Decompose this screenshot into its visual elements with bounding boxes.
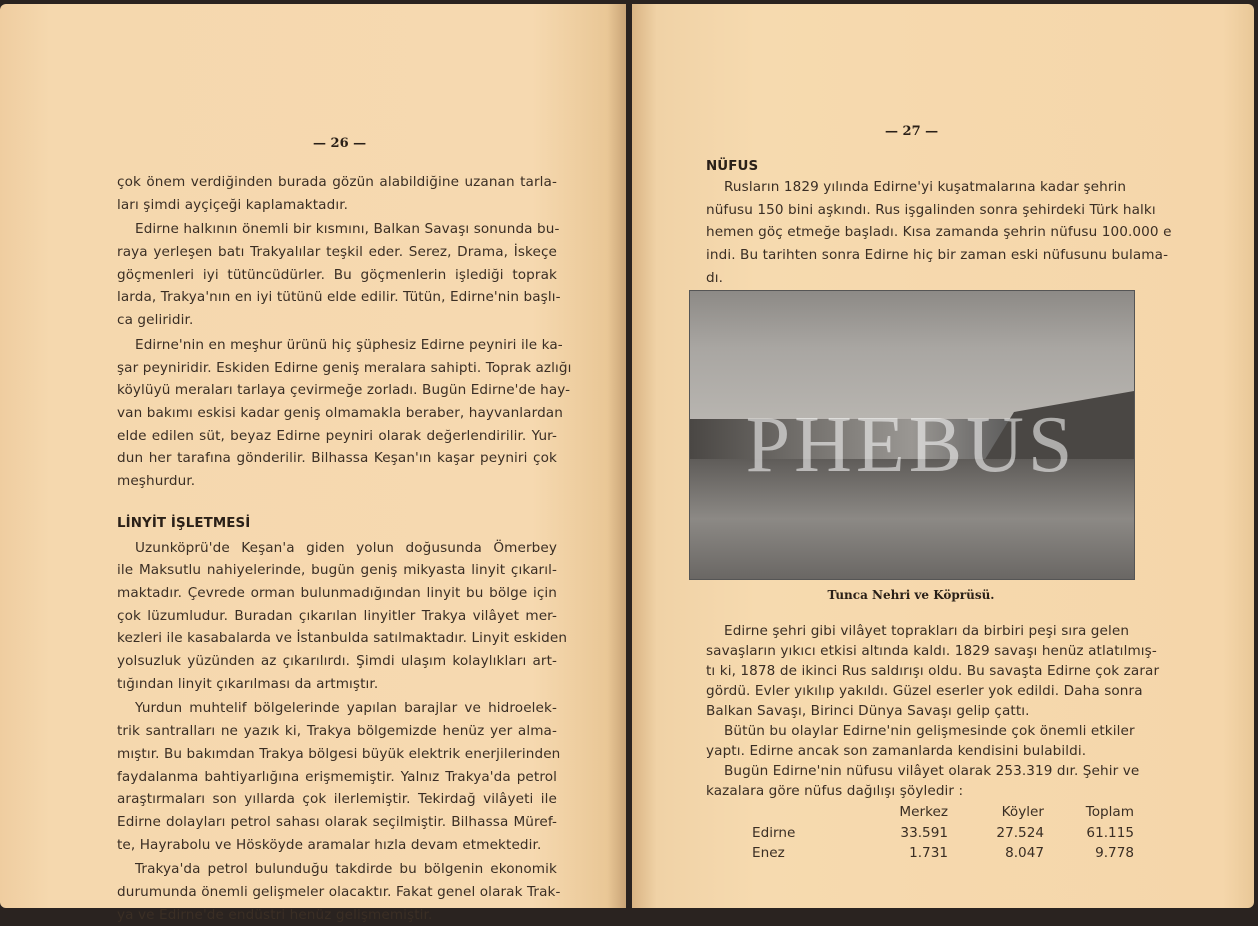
text-line: Balkan Savaşı, Birinci Dünya Savaşı gelip çattı. bbox=[706, 703, 1030, 719]
text-line: hemen göç etmeğe başladı. Kısa zamanda şehrin nüfusu 100.000 e bbox=[706, 224, 1172, 241]
table-cell: 33.591 bbox=[900, 824, 948, 841]
text-line: çok önem verdiğinden burada gözün alabildiğine uzanan tarla- bbox=[117, 174, 557, 190]
text-line: maktadır. Çevrede orman bulunmadığından linyit bu bölge için bbox=[117, 585, 557, 601]
text-line: ca geliridir. bbox=[117, 312, 194, 329]
text-line: kezleri ile kasabalarda ve İstanbulda satılmaktadır. Linyit eskiden bbox=[117, 630, 568, 647]
table-cell: Enez bbox=[752, 845, 785, 861]
text-line: larda, Trakya'nın en iyi tütünü elde edilir. Tütün, Edirne'nin başlı- bbox=[117, 289, 561, 306]
text-line: yolsuzluk yüzünden az çıkarılırdı. Şimdi ulaşım kolaylıkları art- bbox=[117, 653, 557, 670]
text-line: Edirne halkının önemli bir kısmını, Balkan Savaşı sonunda bu- bbox=[135, 221, 560, 238]
text-line: dı. bbox=[706, 269, 724, 286]
text-line: Edirne dolayları petrol sahası olarak seçilmiştir. Bilhassa Müref- bbox=[117, 813, 557, 830]
table-header-row bbox=[752, 802, 1134, 823]
text-line: elde edilen süt, beyaz Edirne peyniri olarak değerlendirilir. Yur- bbox=[117, 427, 557, 444]
text-line: Edirne'nin en meşhur ürünü hiç şüphesiz Edirne peyniri ile ka- bbox=[135, 336, 563, 353]
text-line: Bugün Edirne'nin nüfusu vilâyet olarak 253.319 dır. Şehir ve bbox=[724, 763, 1140, 779]
text-line: savaşların yıkıcı etkisi altında kaldı. 1829 savaşı henüz atlatılmış- bbox=[706, 643, 1157, 659]
text-line: köylüyü meraları tarlaya çevirmeğe zorladı. Bugün Edirne'de hay- bbox=[117, 382, 571, 399]
text-line: ya ve Edirne'de endüstri henüz gelişmemiştir. bbox=[117, 906, 433, 923]
text-line: durumunda önemli gelişmeler olacaktır. Fakat genel olarak Trak- bbox=[117, 883, 561, 900]
section-heading-nufus: NÜFUS bbox=[706, 159, 759, 174]
paragraph bbox=[706, 176, 1172, 289]
table-header bbox=[752, 802, 852, 823]
page-number-right: — 27 — bbox=[885, 124, 939, 139]
table-header: Merkez bbox=[899, 804, 948, 820]
text-line: indi. Bu tarihten sonra Edirne hiç bir zaman eski nüfusunu bulama- bbox=[706, 247, 1169, 264]
paragraph bbox=[706, 721, 1135, 761]
text-line: tı ki, 1878 de ikinci Rus saldırışı oldu. Bu savaşta Edirne çok zarar bbox=[706, 663, 1160, 679]
text-line: Edirne şehri gibi vilâyet toprakları da birbiri peşi sıra gelen bbox=[724, 623, 1130, 639]
text-line: Trakya'da petrol bulunduğu takdirde bu bölgenin ekonomik bbox=[135, 861, 557, 878]
text-line: çok lüzumludur. Buradan çıkarılan linyitler Trakya vilâyet mer- bbox=[117, 607, 557, 624]
text-line: van bakımı eskisi kadar geniş olmamakla beraber, hayvanlardan bbox=[117, 404, 563, 421]
text-line: Rusların 1829 yılında Edirne'yi kuşatmalarına kadar şehrin bbox=[724, 179, 1127, 195]
population-table bbox=[752, 802, 1134, 864]
paragraph bbox=[706, 621, 1160, 721]
table-cell: 1.731 bbox=[909, 845, 948, 861]
text-line: Uzunköprü'de Keşan'a giden yolun doğusunda Ömerbey bbox=[135, 539, 557, 556]
paragraph bbox=[117, 537, 568, 696]
text-line: kazalara göre nüfus dağılışı şöyledir : bbox=[706, 783, 964, 799]
right-page-intro bbox=[706, 157, 1172, 289]
text-line: meşhurdur. bbox=[117, 472, 196, 489]
text-line: gördü. Evler yıkılıp yakıldı. Güzel eserler yok edildi. Daha sonra bbox=[706, 683, 1143, 699]
text-line: yaptı. Edirne ancak son zamanlarda kendisini bulabildi. bbox=[706, 743, 1087, 759]
text-line: ile Maksutlu nahiyelerinde, bugün geniş mikyasta linyit çıkarıl- bbox=[117, 562, 557, 579]
text-line: nüfusu 150 bini aşkındı. Rus işgalinden sonra şehirdeki Türk halkı bbox=[706, 201, 1156, 218]
table-header: Toplam bbox=[1085, 804, 1134, 820]
table-cell: 27.524 bbox=[996, 824, 1044, 841]
text-line: raya yerleşen batı Trakyalılar teşkil eder. Serez, Drama, İskeçe bbox=[117, 244, 557, 261]
text-line: ları şimdi ayçiçeği kaplamaktadır. bbox=[117, 196, 349, 213]
text-line: araştırmaları son yıllarda çok ilerlemiştir. Tekirdağ vilâyeti ile bbox=[117, 791, 557, 808]
paragraph bbox=[117, 697, 561, 856]
text-line: şar peyniridir. Eskiden Edirne geniş meralara sahipti. Toprak azlığı bbox=[117, 359, 572, 376]
table-row bbox=[752, 823, 1134, 844]
text-line: faydalanma bahtiyarlığına erişmemiştir. Yalnız Trakya'da petrol bbox=[117, 768, 557, 785]
table-row bbox=[752, 843, 1134, 864]
photo-caption: Tunca Nehri ve Köprüsü. bbox=[827, 588, 995, 602]
table-header: Köyler bbox=[1001, 804, 1044, 820]
text-line: trik santralları ne yazık ki, Trakya bölgemizde henüz yer alma- bbox=[117, 723, 557, 740]
paragraph bbox=[706, 761, 1140, 801]
right-page-text bbox=[706, 621, 1160, 801]
table-cell: 9.778 bbox=[1095, 845, 1134, 861]
paragraph bbox=[117, 218, 561, 331]
paragraph bbox=[117, 171, 557, 216]
text-line: Bütün bu olaylar Edirne'nin gelişmesinde çok önemli etkiler bbox=[724, 723, 1135, 739]
section-heading: LİNYİT İŞLETMESİ bbox=[117, 515, 251, 531]
text-line: tığından linyit çıkarılması da artmıştır. bbox=[117, 675, 379, 692]
left-page-text bbox=[117, 169, 572, 926]
text-line: mıştır. Bu bakımdan Trakya bölgesi büyük elektrik enerjilerinden bbox=[117, 745, 561, 762]
paragraph bbox=[117, 858, 561, 926]
table-cell: 8.047 bbox=[1005, 845, 1044, 861]
text-line: Yurdun muhtelif bölgelerinde yapılan barajlar ve hidroelek- bbox=[135, 700, 557, 717]
page-number-left: — 26 — bbox=[313, 136, 367, 151]
text-line: dun her tarafına gönderilir. Bilhassa Keşan'ın kaşar peyniri çok bbox=[117, 450, 557, 467]
text-line: te, Hayrabolu ve Hösköyde aramalar hızla devam etmektedir. bbox=[117, 836, 542, 853]
table-cell: Edirne bbox=[752, 824, 796, 841]
watermark: PHEBUS bbox=[745, 401, 1077, 489]
text-line: göçmenleri iyi tütüncüdürler. Bu göçmenlerin işlediği toprak bbox=[117, 266, 557, 283]
table-cell: 61.115 bbox=[1086, 824, 1134, 841]
paragraph bbox=[117, 334, 572, 493]
